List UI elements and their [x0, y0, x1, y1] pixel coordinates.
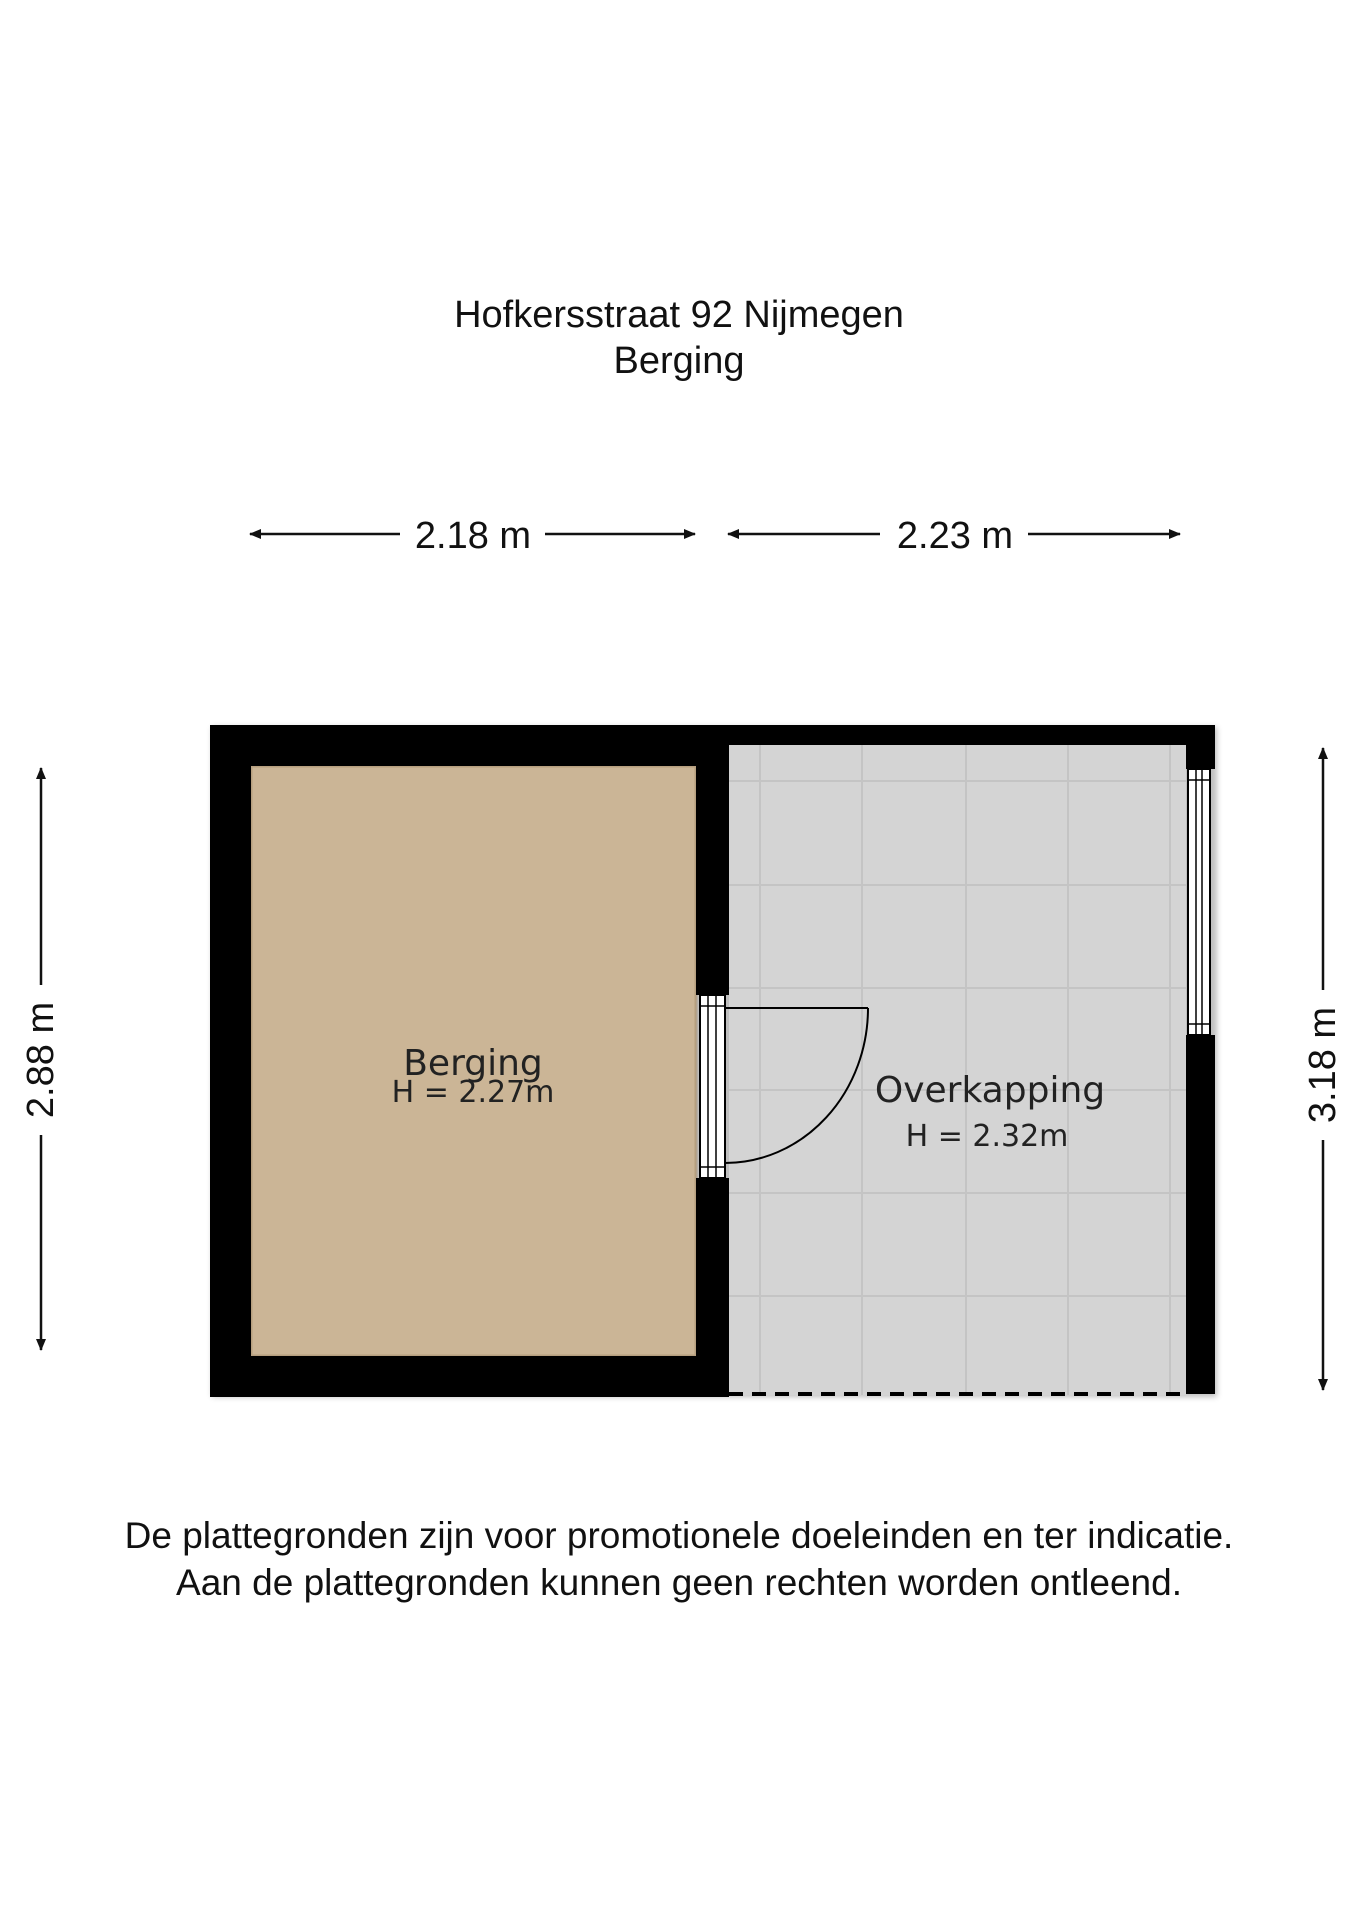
floor-title: Berging — [613, 340, 745, 382]
dimension-left — [20, 768, 62, 1350]
disclaimer — [0, 1512, 1358, 1606]
address-title: Hofkersstraat 92 Nijmegen — [454, 294, 904, 336]
disclaimer-line-2: Aan de plattegronden kunnen geen rechten worden ontleend. — [176, 1562, 1182, 1603]
room-height-berging: H = 2.27m — [391, 1075, 555, 1110]
dimension-top-right — [728, 515, 1180, 557]
room-height-overkapping: H = 2.32m — [905, 1119, 1069, 1154]
door-frame — [700, 995, 725, 1178]
dimension-left-label: 2.88 m — [20, 1001, 62, 1119]
dimension-right-label: 3.18 m — [1302, 1006, 1344, 1124]
window-right — [1188, 769, 1210, 1035]
dimension-top-right-label: 2.23 m — [896, 515, 1014, 557]
dimension-top-left — [250, 515, 695, 557]
dimension-top-left-label: 2.18 m — [414, 515, 532, 557]
room-label-berging: Berging — [403, 1043, 543, 1084]
dimension-right — [1302, 748, 1344, 1390]
disclaimer-line-1: De plattegronden zijn voor promotionele doeleinden en ter indicatie. — [124, 1515, 1234, 1556]
room-label-overkapping: Overkapping — [874, 1070, 1106, 1111]
